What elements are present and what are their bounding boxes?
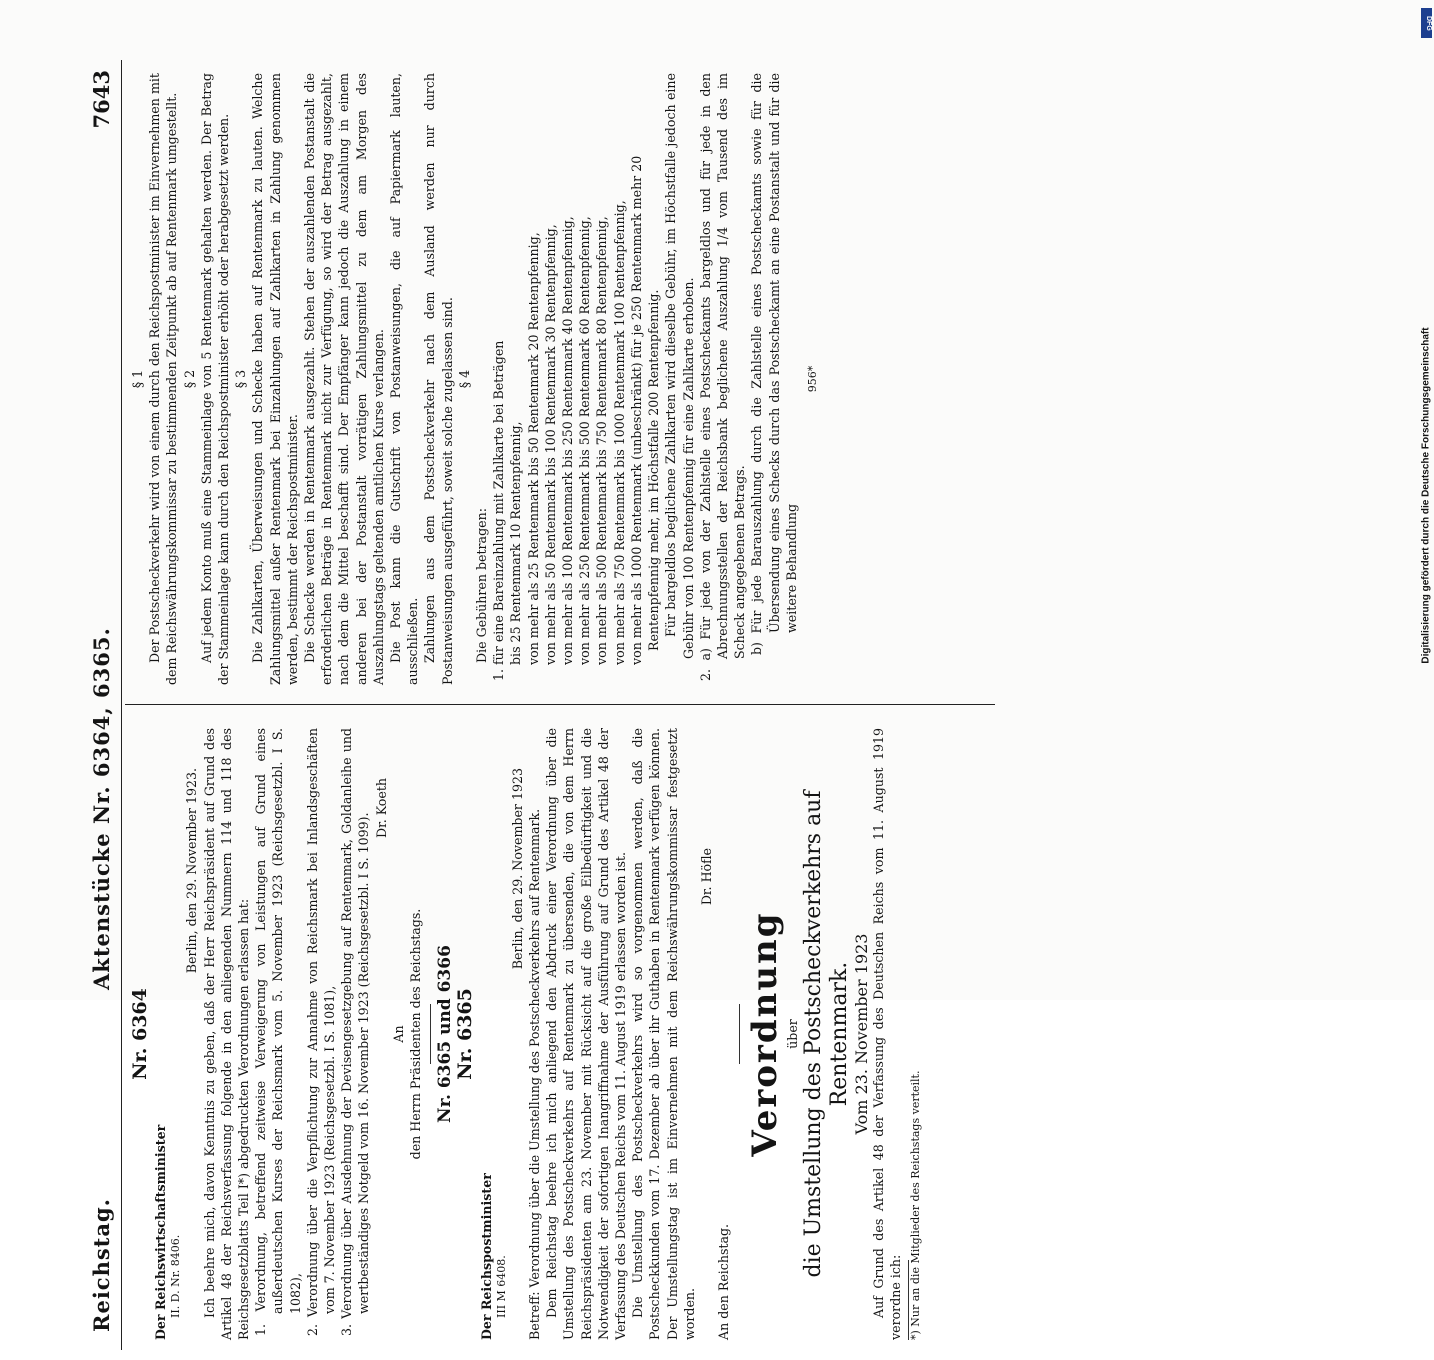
fee-step: von mehr als 25 Rentenmark bis 50 Rentenmark 20 Rentenpfennig, <box>525 232 541 665</box>
doc-6365-signature: Dr. Höfle <box>699 848 715 906</box>
section-4-heading: § 4 <box>456 369 472 389</box>
ordinance-intro: Auf Grund des Artikel 48 der Verfassung des Deutschen Reichs vom 11. August 1919 verordne ich: <box>870 728 904 1340</box>
column-divider <box>125 704 995 705</box>
separator <box>739 1004 740 1064</box>
doc-6364-sender: Der Reichswirtschaftsminister <box>153 1124 169 1340</box>
doc-6364-item-1: 1. Verordnung, betreffend zeitweise Verweigerung von Leistungen auf Grund eines außerdeutschen Kurses der Reichsmark vom 5. November 1923 (Reichsgesetzbl. I S. 1082), <box>253 728 303 1336</box>
page-header <box>85 60 119 1360</box>
fee-step: von mehr als 1000 Rentenmark (unbeschränkt) für je 250 Rentenmark mehr 20 Rentenpfennig mehr, im Höchstfalle 200 Rentenpfennig. <box>628 155 662 665</box>
doc-6364-addr-1: An <box>390 1025 406 1043</box>
page-number: 7643 <box>89 70 114 129</box>
fee-step: von mehr als 500 Rentenmark bis 750 Rentenmark 80 Rentenpfennig, <box>594 216 610 665</box>
doc-6364-item-3: 3. Verordnung über Ausdehnung der Devisengesetzgebung auf Rentenmark, Goldanleihe und wertbeständiges Notgeld vom 16. November 1923 (Reichsgesetzbl. I S. 1099). <box>339 728 372 1336</box>
doc-6364-signature: Dr. Koeth <box>373 778 389 839</box>
section-4-item-2b: b) Für jede Barauszahlung durch die Zahlstelle eines Postscheckamts sowie für die Übersendung eines Schecks durch das Postscheckamt an eine Postanstalt und für die weitere Behandlung <box>749 73 799 655</box>
section-4-paragraph: Für bargeldlos beglichene Zahlkarten wird dieselbe Gebühr, im Höchstfalle jedoch eine Gebühr von 100 Rentenpfennig für eine Zahlkarte erhoben. <box>663 73 696 659</box>
section-4-item-2a: 2. a) Für jede von der Zahlstelle eines Postscheckamts bargeldlos und für jede in den Abrechnungsstellen der Reichsbank beglichene Auszahlung 1/4 vom Tausend des im Scheck angegebenen Betrags. <box>697 73 748 681</box>
rotated-document-page <box>85 60 1005 1360</box>
ordinance-date: Vom 23. November 1923 <box>851 933 871 1135</box>
ordinance-subtitle: die Umstellung des Postscheckverkehrs auf Rentenmark. <box>800 790 852 1278</box>
section-2-text: Auf jedem Konto muß eine Stammeinlage von 5 Rentenmark gehalten werden. Der Betrag der Stammeinlage kann durch den Reichspostminister erhöht oder herabgesetzt werden. <box>198 73 232 685</box>
footnote: *) Nur an die Mitglieder des Reichstags verteilt. <box>909 1070 923 1340</box>
section-3-paragraph-3: Die Post kann die Gutschrift von Postanweisungen, die auf Papiermark lauten, ausschließen. <box>388 73 421 685</box>
doc-6365-addressee: An den Reichstag. <box>716 1223 732 1340</box>
doc-6364-addr-2: den Herrn Präsidenten des Reichstags. <box>408 908 424 1160</box>
header-rule <box>121 60 122 1350</box>
doc-6365-paragraph-1: Dem Reichstag beehre ich mich anliegend den Abdruck einer Verordnung über die Umstellung des Postscheckverkehrs auf Rentenmark zu übersenden, die von dem Herrn Reichspräsidenten am 23. November mit Rücksicht auf die große Eilbedürftigkeit und die Notwendigkeit der sofortigen Inangriffnahme der Ausführung auf Grund des Artikel 48 der Verfassung des Deutschen Reichs vom 11. August 1919 erlassen worden ist. <box>544 728 629 1340</box>
separator <box>430 1004 431 1064</box>
section-3-paragraph-4: Zahlungen aus dem Postscheckverkehr nach dem Ausland werden nur durch Postanweisungen ausgeführt, soweit solche zugelassen sind. <box>422 73 455 685</box>
doc-6364-ref: II. D. Nr. 8406. <box>169 1234 183 1318</box>
doc-6365-sender: Der Reichspostminister <box>478 1173 494 1340</box>
doc-6365-title: Nr. 6365 <box>454 988 477 1080</box>
fee-step: von mehr als 50 Rentenmark bis 100 Rentenmark 30 Rentenpfennig, <box>542 224 558 665</box>
section-2-heading: § 2 <box>181 369 197 389</box>
fee-step: von mehr als 100 Rentenmark bis 250 Rentenmark 40 Rentenpfennig, <box>560 216 576 665</box>
doc-6364-item-2: 2. Verordnung über die Verpflichtung zur Annahme von Reichsmark bei Inlandsgeschäften vom 7. November 1923 (Reichsgesetzbl. I S. 1081), <box>304 728 338 1336</box>
section-3-paragraph-1: Die Zahlkarten, Überweisungen und Schecke haben auf Rentenmark zu lauten. Welche Zahlungsmittel außer Rentenmark bei Einzahlungen auf Zahlkarten in Zahlung genommen werden, bestimmt der Reichspostminister. <box>250 73 300 685</box>
fee-step: von mehr als 750 Rentenmark bis 1000 Rentenmark 100 Rentenpfennig, <box>611 200 627 665</box>
ordinance-ueber: über <box>784 1019 800 1049</box>
section-3-heading: § 3 <box>233 369 249 389</box>
section-1-text: Der Postscheckverkehr wird von einem durch den Reichspostminister im Einvernehmen mit dem Reichswährungskommissar zu bestimmenden Zeitpunkt ab auf Rentenmark umgestellt. <box>147 73 180 685</box>
doc-6365-subject: Betreff: Verordnung über die Umstellung des Postscheckverkehrs auf Rentenmark. <box>527 808 543 1340</box>
doc-6364-date: Berlin, den 29. November 1923. <box>184 768 200 974</box>
section-4-item-1: 1. für eine Bareinzahlung mit Zahlkarte bei Beträgen <box>491 340 507 681</box>
fee-step: bis 25 Rentenmark 10 Rentenpfennig, <box>508 421 524 665</box>
digitization-sidebar <box>1416 0 1434 1000</box>
page-mark: 956* <box>805 365 819 393</box>
right-column <box>129 73 821 685</box>
ordinance-title: Verordnung <box>744 911 785 1157</box>
dfg-logo: DFG <box>1421 8 1432 38</box>
left-column <box>129 728 923 1340</box>
header-left: Reichstag. <box>89 1198 114 1332</box>
doc-6365-date: Berlin, den 29. November 1923 <box>509 768 525 970</box>
doc-6365-ref: III M 6408. <box>494 1255 508 1318</box>
funding-credit: Digitalisierung gefördert durch die Deutsche Forschungsgemeinschaft <box>1420 327 1432 664</box>
section-4-intro: Die Gebühren betragen: <box>474 508 490 663</box>
header-center: Aktenstücke Nr. 6364, 6365. <box>89 627 114 990</box>
section-1-heading: § 1 <box>130 369 145 389</box>
doc-6364-intro: Ich beehre mich, davon Kenntnis zu geben, daß der Herr Reichspräsident auf Grund des Artikel 48 der Reichsverfassung folgende in den anliegenden Nummern 114 und 118 des Reichsgesetzblatts Teil I*) abgedruckten Verordnungen erlassen hat: <box>201 728 252 1340</box>
doc-6365-paragraph-2: Die Umstellung des Postscheckverkehrs wird so vorgenommen werden, daß die Postscheckkunden vom 17. Dezember ab über ihr Guthaben in Rentenmark verfügen können. Der Umstellungstag ist im Einvernehmen mit dem Reichswährungskommissar festgesetzt worden. <box>630 728 697 1340</box>
fee-step: von mehr als 250 Rentenmark bis 500 Rentenmark 60 Rentenpfennig, <box>577 216 593 665</box>
section-3-paragraph-2: Die Schecke werden in Rentenmark ausgezahlt. Stehen der auszahlenden Postanstalt die erforderlichen Beträge in Rentenmark nicht zur Verfügung, so wird der Betrag ausgezahlt, nach dem die Mittel beschafft sind. Der Empfänger kann jedoch die Auszahlung in einem anderen bei der Postanstalt vorrätigen Zahlungsmittel zu dem am Morgen des Auszahlungstags geltenden amtlichen Kurse verlangen. <box>302 73 386 685</box>
doc-6365-heading: Nr. 6365 und 6366 <box>435 945 456 1123</box>
doc-6364-title: Nr. 6364 <box>129 988 151 1080</box>
